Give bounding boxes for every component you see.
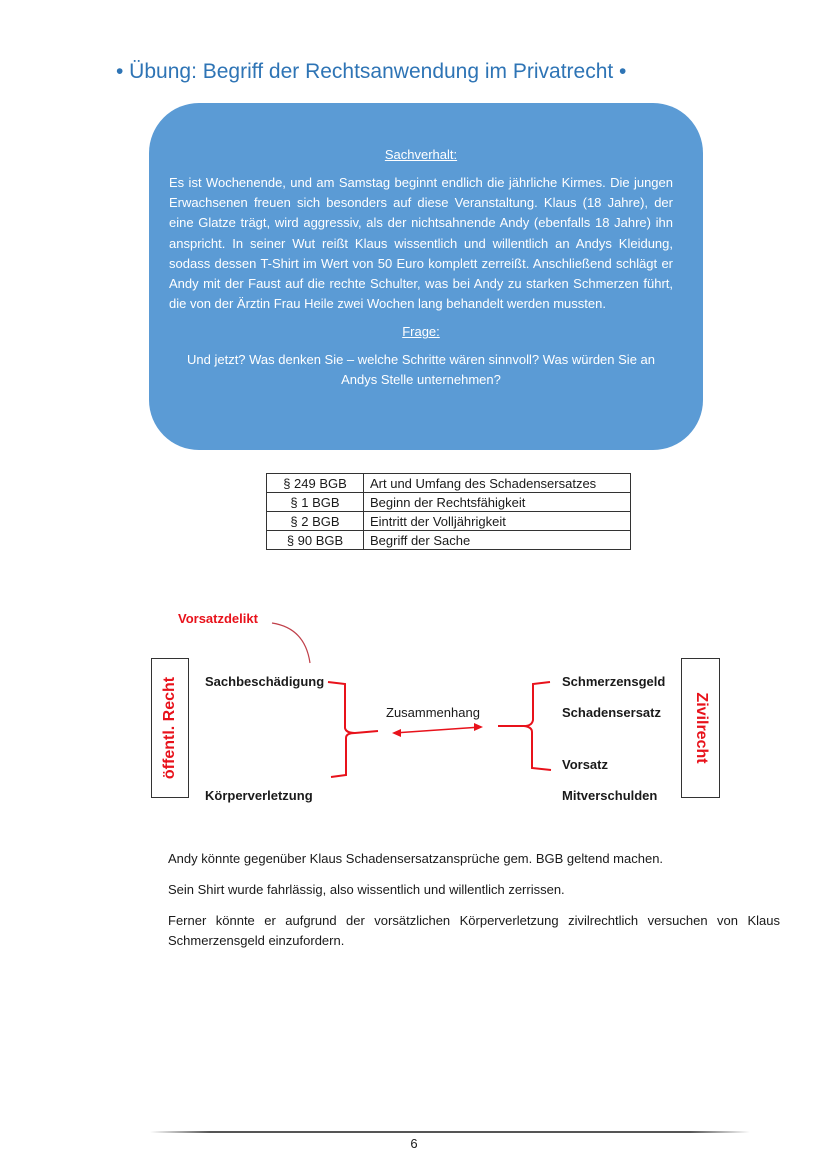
law-description: Eintritt der Volljährigkeit — [364, 512, 631, 531]
question-heading: Frage: — [402, 324, 440, 340]
right-category-box — [681, 658, 720, 798]
law-section: § 1 BGB — [267, 493, 364, 512]
law-section: § 249 BGB — [267, 474, 364, 493]
case-heading: Sachverhalt: — [384, 147, 458, 162]
law-description: Art und Umfang des Schadensersatzes — [364, 474, 631, 493]
answer-paragraph: Andy könnte gegenüber Klaus Schadensersatzansprüche gem. BGB geltend machen. — [168, 851, 664, 866]
annotation-label: Vorsatzdelikt — [178, 611, 258, 626]
left-category-label: öffentl. Recht — [161, 676, 178, 780]
law-section: § 2 BGB — [267, 512, 364, 531]
right-brace — [498, 682, 551, 770]
footer-divider — [150, 1131, 750, 1133]
annotation-curve — [272, 623, 310, 663]
right-item: Vorsatz — [562, 757, 608, 772]
law-section: § 90 BGB — [267, 531, 364, 550]
left-category-box — [151, 658, 189, 798]
answer-paragraph: Ferner könnte er aufgrund der vorsätzlichen Körperverletzung zivilrechtlich versuchen von Klaus Schmerzensgeld einzufordern. — [168, 913, 780, 948]
law-description: Beginn der Rechtsfähigkeit — [364, 493, 631, 512]
left-brace — [328, 682, 378, 777]
right-item: Schadensersatz — [562, 705, 661, 720]
answer-paragraph: Sein Shirt wurde fahrlässig, also wissentlich und willentlich zerrissen. — [168, 882, 565, 897]
right-category-label: Zivilrecht — [692, 692, 710, 764]
page-number: 6 — [410, 1136, 418, 1151]
arrow-head-left — [392, 729, 401, 737]
case-text: Es ist Wochenende, und am Samstag beginnt endlich die jährliche Kirmes. Die jungen Erwachsenen freuen sich besonders auf diese Veranstaltung. Klaus (18 Jahre), der eine Glatze trägt, wird aggressiv, als der nichtsahnende Andy (ebenfalls 18 Jahre) ihn anspricht. In seiner Wut reißt Klaus wissentlich und willentlich an Andys Kleidung, sodass dessen T-Shirt im Wert von 50 Euro komplett zerreißt. Anschließend schlägt er Andy mit der Faust auf die rechte Schulter, was bei Andy zu starken Schmerzen führt, die von der Ärztin Frau Heile zwei Wochen lang behandelt werden mussten. — [169, 175, 673, 312]
right-item: Schmerzensgeld — [562, 674, 666, 689]
left-item: Körperverletzung — [205, 788, 313, 803]
arrow-head-right — [474, 723, 483, 731]
connection-arrow — [394, 727, 481, 733]
center-label: Zusammenhang — [386, 705, 480, 720]
question-text: Und jetzt? Was denken Sie – welche Schritte wären sinnvoll? Was würden Sie an Andys Stelle unternehmen? — [187, 352, 655, 388]
left-item: Sachbeschädigung — [205, 674, 325, 689]
law-description: Begriff der Sache — [364, 531, 631, 550]
right-item: Mitverschulden — [562, 788, 658, 803]
page-title: • Übung: Begriff der Rechtsanwendung im Privatrecht • — [116, 60, 627, 83]
